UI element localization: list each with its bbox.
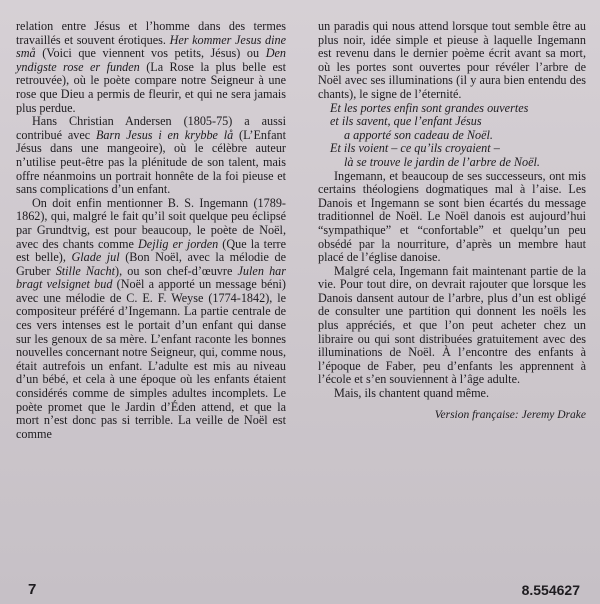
paragraph: Mais, ils chantent quand même. [334,386,490,401]
song-title: Julen har bragt velsignet bud [16,263,286,292]
right-text-column [318,20,586,422]
poem-line: a apporté son cadeau de Noël. [344,127,493,142]
paragraph [16,115,286,197]
paragraph [16,197,286,442]
text-run: Hans Christian Andersen (1805-75) a aussi contribué avec [16,114,286,142]
paragraph: Ingemann, et beaucoup de ses successeurs, ont mis certains théologiens dogmatiques mal à l’aise. Les Danois et Ingemann se sont bien écartés du message traditionnel de Noël. Le Noël danois est aujourd’hui “sympathique” et “confortable” et quelqu’un peu obsédé par la nourriture, d’après un membre haut placé de l’église danoise. [318,168,586,265]
catalog-number: 8.554627 [521,582,580,598]
poem-line: Et les portes enfin sont grandes ouvertes [330,100,529,115]
text-run: On doit enfin mentionner B. S. Ingemann (1789-1862), qui, malgré le fait qu’il soit quelque peu éclipsé par Grundtvig, est pour beaucoup, le poète de Noël, avec des chants comme [16,195,286,251]
poem-line: Et ils voient – ce qu’ils croyaient – [330,141,500,156]
song-title: Stille Nacht [55,263,116,278]
text-run: ), ou son chef-d’œuvre [115,263,238,278]
song-title: Den yndigste rose er funden [16,46,286,74]
text-run: (Voici que viennent vos petits, Jésus) ou [35,46,266,61]
left-text-column [16,20,286,441]
song-title: Her kommer Jesus dine små [16,32,286,61]
text-run: relation entre Jésus et l’homme dans des termes travaillés et souvent érotiques. [16,19,286,47]
paragraph: un paradis qui nous attend lorsque tout semble être au plus noir, idée simple et pieuse à laquelle Ingemann est revenu dans le dernier poème écrit avant sa mort, où les portes sont ouvertes pour révéler l’arbre de Noël avec ses illuminations (il y aura bien entendu des chants), le signe de l’éternité. [318,19,586,101]
song-title: Dejlig er jorden [138,236,219,251]
text-run: (Que la terre est belle), [16,236,287,265]
song-title: Glade jul [71,250,120,265]
poem-line: là se trouve le jardin de l’arbre de Noël. [344,154,540,169]
page-number: 7 [28,581,37,598]
text-run: (La Rose la plus belle est retrouvée), où le poète compare notre Seigneur à une rose que Dieu a permis de fleurir, et qui ne sera jamais plus perdue. [16,59,286,115]
text-run: (Noël a apporté un message béni) avec une mélodie de C. E. F. Weyse (1774-1842), le compositeur préféré d’Ingemann. La partie centrale de ces vers intenses est le portait d’un enfant qui danse sur les genoux de sa mère. L’enfant raconte les bonnes nouvelles concernant notre Seigneur, qui, comme nous, était autrefois un enfant. L’adulte est mis au niveau d’un bébé, et cela à une époque où les enfants étaient considérés comme de simples adultes incomplets. Le poète promet que le Jardin d’Éden attend, et que la mort n’est donc pas si terrible. La veille de Noël est comme [16,277,286,441]
poem-line: et ils savent, que l’enfant Jésus [330,114,482,129]
paragraph [16,20,286,115]
poem-quote [318,102,586,170]
paragraph: Malgré cela, Ingemann fait maintenant partie de la vie. Pour tout dire, on devrait rajouter que lorsque les Danois dansent autour de l’arbre, plus d’un est obligé de consulter une partition qui donnent les noëls les plus appréciés, et que l’on peut acheter chez un libraire ou qui sont distribuées gratuitement avec des illuminations de Noël. À l’encontre des enfants à l’époque de Faber, peu d’enfants les apprennent à l’école et s’en souviennent à l’âge adulte. [318,263,586,387]
text-run: (L’Enfant Jésus dans une mangeoire), où le célèbre auteur n’utilise peut-être pas la plénitude de son talent, mais offre néanmoins un portrait honnête de la foi pieuse et sans complications d’un enfant. [16,127,286,197]
text-run: (Bon Noël, avec la mélodie de Gruber [16,250,286,278]
song-title: Barn Jesus i en krybbe lå [95,127,234,142]
translation-credit: Version française: Jeremy Drake [434,408,586,421]
